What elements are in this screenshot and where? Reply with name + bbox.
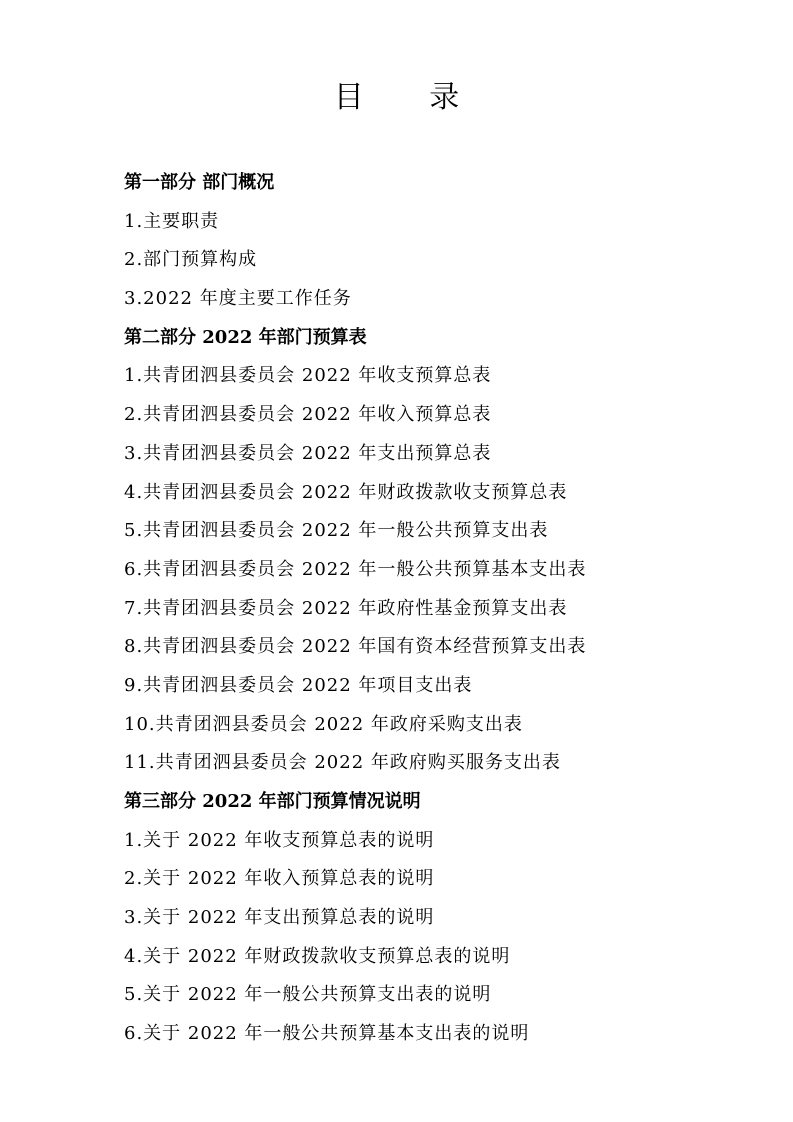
toc-item: 2.关于 2022 年收入预算总表的说明	[124, 868, 435, 890]
toc-item: 2.部门预算构成	[124, 249, 258, 271]
table-of-contents	[124, 164, 764, 1054]
page-title: 目 录	[333, 80, 488, 115]
toc-item: 7.共青团泗县委员会 2022 年政府性基金预算支出表	[124, 597, 568, 619]
toc-item: 3.2022 年度主要工作任务	[124, 288, 352, 310]
toc-item: 4.共青团泗县委员会 2022 年财政拨款收支预算总表	[124, 481, 568, 503]
toc-item: 5.关于 2022 年一般公共预算支出表的说明	[124, 984, 492, 1006]
toc-item: 6.关于 2022 年一般公共预算基本支出表的说明	[124, 1023, 530, 1045]
toc-item: 1.关于 2022 年收支预算总表的说明	[124, 829, 435, 851]
toc-section-3: 第三部分 2022 年部门预算情况说明	[124, 791, 421, 812]
toc-item: 5.共青团泗县委员会 2022 年一般公共预算支出表	[124, 520, 549, 542]
toc-item: 3.共青团泗县委员会 2022 年支出预算总表	[124, 442, 492, 464]
toc-item: 4.关于 2022 年财政拨款收支预算总表的说明	[124, 945, 511, 967]
toc-item: 10.共青团泗县委员会 2022 年政府采购支出表	[124, 713, 523, 735]
toc-section-2: 第二部分 2022 年部门预算表	[124, 326, 367, 348]
toc-section-1: 第一部分 部门概况	[124, 172, 275, 193]
toc-item: 8.共青团泗县委员会 2022 年国有资本经营预算支出表	[124, 636, 587, 658]
toc-item: 1.主要职责	[124, 210, 220, 232]
toc-item: 6.共青团泗县委员会 2022 年一般公共预算基本支出表	[124, 558, 587, 580]
toc-item: 9.共青团泗县委员会 2022 年项目支出表	[124, 674, 473, 696]
toc-item: 1.共青团泗县委员会 2022 年收支预算总表	[124, 365, 492, 387]
toc-item: 3.关于 2022 年支出预算总表的说明	[124, 907, 435, 929]
toc-item: 11.共青团泗县委员会 2022 年政府购买服务支出表	[124, 752, 561, 774]
toc-item: 2.共青团泗县委员会 2022 年收入预算总表	[124, 404, 492, 426]
